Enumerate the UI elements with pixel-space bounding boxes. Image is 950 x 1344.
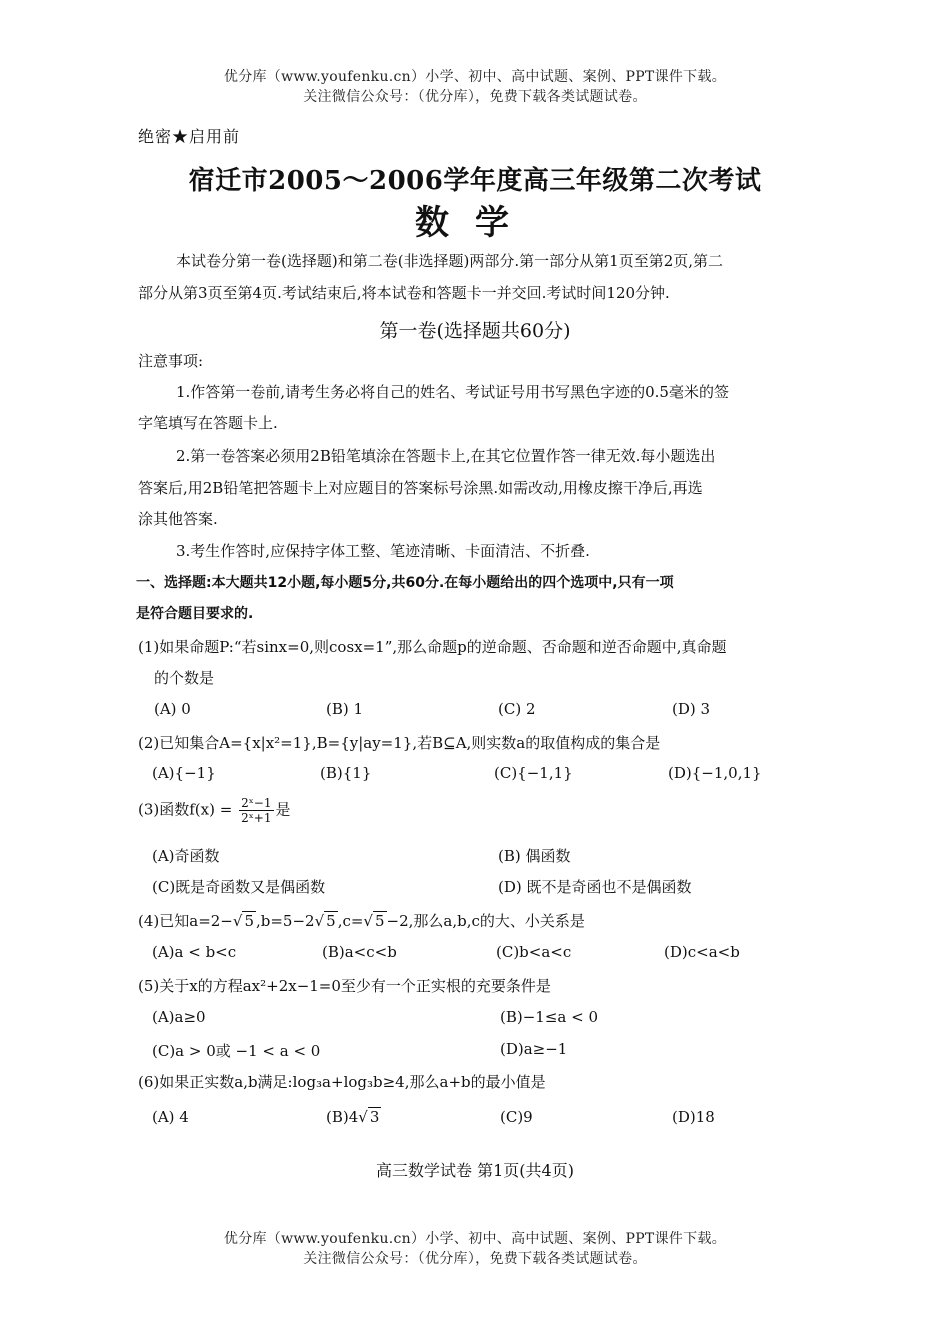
q1-stem-line1: (1)如果命题P:“若sinx=0,则cosx=1”,那么命题p的逆命题、否命题和逆否命题中,真命题 xyxy=(138,638,727,656)
q4-part3: ,c=√ xyxy=(337,912,373,930)
note2-line1: 2.第一卷答案必须用2B铅笔填涂在答题卡上,在其它位置作答一律无效.每小题选出 xyxy=(176,447,716,465)
q3-option-d: (D) 既不是奇函也不是偶函数 xyxy=(498,878,692,896)
subject-title: 数学 xyxy=(415,203,535,243)
q2-option-b: (B){1} xyxy=(320,764,372,782)
q5-stem: (5)关于x的方程ax²+2x−1=0至少有一个正实根的充要条件是 xyxy=(138,977,551,995)
confidential-mark: 绝密★启用前 xyxy=(138,127,241,146)
q1-stem-line2: 的个数是 xyxy=(154,669,215,687)
q6-option-c: (C)9 xyxy=(500,1108,533,1126)
intro-line2: 部分从第3页至第4页.考试结束后,将本试卷和答题卡一并交回.考试时间120分钟. xyxy=(138,284,670,302)
note3: 3.考生作答时,应保持字体工整、笔迹清晰、卡面清洁、不折叠. xyxy=(176,542,590,560)
note2-line3: 涂其他答案. xyxy=(138,510,218,528)
q3-suffix: 是 xyxy=(275,800,291,819)
q3-fraction xyxy=(239,796,273,825)
q3-numerator: 2ˣ−1 xyxy=(241,796,272,810)
section1-line1: 一、选择题:本大题共12小题,每小题5分,共60分.在每小题给出的四个选项中,只有一项 xyxy=(136,575,674,591)
q6-option-b xyxy=(326,1108,381,1126)
q3-denominator: 2ˣ+1 xyxy=(241,811,272,825)
q3-option-c: (C)既是奇函数又是偶函数 xyxy=(152,878,326,896)
intro-line1: 本试卷分第一卷(选择题)和第二卷(非选择题)两部分.第一部分从第1页至第2页,第二 xyxy=(176,252,724,270)
q2-option-a: (A){−1} xyxy=(152,764,216,782)
q4-stem xyxy=(138,910,585,931)
q3-option-a: (A)奇函数 xyxy=(152,847,220,865)
q3-option-b: (B) 偶函数 xyxy=(498,847,571,865)
q4-part4: −2,那么a,b,c的大、小关系是 xyxy=(386,912,585,930)
q2-stem: (2)已知集合A={x|x²=1},B={y|ay=1},若B⊆A,则实数a的取值构成的集合是 xyxy=(138,734,661,752)
q5-option-d: (D)a≥−1 xyxy=(500,1040,568,1058)
q4-option-b: (B)a<c<b xyxy=(322,943,397,961)
q4-option-d: (D)c<a<b xyxy=(664,943,740,961)
q4-option-a: (A)a < b<c xyxy=(152,943,237,961)
note1-line2: 字笔填写在答题卡上. xyxy=(138,414,278,432)
page-footer: 高三数学试卷 第1页(共4页) xyxy=(376,1161,574,1180)
q5-option-c: (C)a > 0或 −1 < a < 0 xyxy=(152,1042,321,1060)
section1-line2: 是符合题目要求的. xyxy=(136,606,254,622)
q3-stem xyxy=(138,796,291,825)
site-footer-line1: 优分库（www.youfenku.cn）小学、初中、高中试题、案例、PPT课件下载。 xyxy=(223,1231,727,1247)
q4-radicand2: 5 xyxy=(326,912,336,930)
q4-radicand3: 5 xyxy=(374,912,385,930)
q1-option-c: (C) 2 xyxy=(498,700,536,718)
q6-option-d: (D)18 xyxy=(672,1108,715,1126)
note1-line1: 1.作答第一卷前,请考生务必将自己的姓名、考试证号用书写黑色字迹的0.5毫米的签 xyxy=(176,383,729,401)
q2-option-c: (C){−1,1} xyxy=(494,764,573,782)
q6-option-b-prefix: (B)4√ xyxy=(326,1108,368,1126)
q1-option-d: (D) 3 xyxy=(672,700,711,718)
q4-part1: (4)已知a=2−√ xyxy=(138,912,243,930)
q1-option-a: (A) 0 xyxy=(154,700,191,718)
site-header-line1: 优分库（www.youfenku.cn）小学、初中、高中试题、案例、PPT课件下载。 xyxy=(223,69,727,85)
site-footer-line2: 关注微信公众号：（优分库），免费下载各类试题试卷。 xyxy=(303,1251,647,1267)
q4-option-c: (C)b<a<c xyxy=(496,943,572,961)
q6-stem: (6)如果正实数a,b满足:log₃a+log₃b≥4,那么a+b的最小值是 xyxy=(138,1073,546,1091)
q3-prefix: (3)函数f(x) = xyxy=(138,800,238,819)
q5-option-b: (B)−1≤a < 0 xyxy=(500,1008,598,1026)
notes-heading: 注意事项: xyxy=(138,352,204,370)
q6-option-b-radicand: 3 xyxy=(369,1108,380,1126)
q2-option-d: (D){−1,0,1} xyxy=(668,764,762,782)
q4-radicand1: 5 xyxy=(244,912,254,930)
site-header-line2: 关注微信公众号：（优分库），免费下载各类试题试卷。 xyxy=(303,89,647,105)
part1-title: 第一卷(选择题共60分) xyxy=(379,320,571,342)
q6-option-a: (A) 4 xyxy=(152,1108,189,1126)
note2-line2: 答案后,用2B铅笔把答题卡上对应题目的答案标号涂黑.如需改动,用橡皮擦干净后,再选 xyxy=(138,479,703,497)
q4-part2: ,b=5−2√ xyxy=(255,912,325,930)
q1-option-b: (B) 1 xyxy=(326,700,364,718)
exam-title: 宿迁市2005～2006学年度高三年级第二次考试 xyxy=(188,166,762,196)
q5-option-a: (A)a≥0 xyxy=(152,1008,206,1026)
